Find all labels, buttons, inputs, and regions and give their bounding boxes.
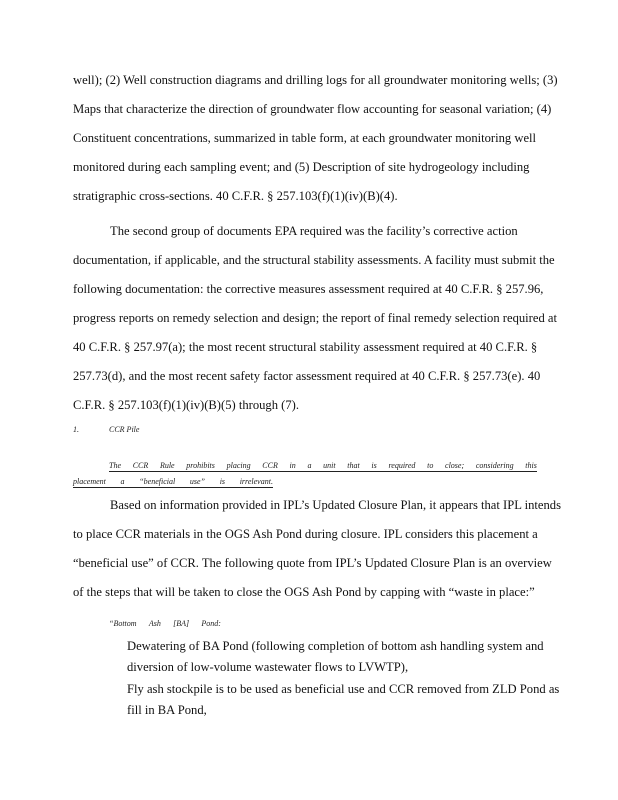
- word: placement: [73, 477, 106, 486]
- word: that: [347, 461, 360, 470]
- text-line: Based on information provided in IPL’s Updated Closure Plan, it appears that IPL intends: [110, 498, 561, 512]
- text-line: following documentation: the corrective measures assessment required at 40 C.F.R. § 257.96,: [73, 282, 544, 296]
- word: Ash: [148, 619, 161, 628]
- text-line: Maps that characterize the direction of groundwater flow accounting for seasonal variation; (4): [73, 102, 552, 116]
- word: this: [525, 461, 537, 470]
- word: to: [427, 461, 434, 470]
- section-title: CCR Pile: [109, 425, 140, 434]
- word: is: [219, 477, 226, 486]
- word: Rule: [159, 461, 175, 470]
- word: use”: [189, 477, 206, 486]
- bullet-item-line: diversion of low-volume wastewater flows to LVWTP),: [127, 660, 409, 674]
- word: considering: [475, 461, 514, 470]
- text-line: progress reports on remedy selection and design; the report of final remedy selection required at: [73, 311, 557, 325]
- bullet-item-line: fill in BA Pond,: [127, 703, 207, 717]
- text-line: to place CCR materials in the OGS Ash Pond during closure. IPL considers this placement a: [73, 527, 538, 541]
- word: unit: [323, 461, 336, 470]
- quote-heading: [109, 619, 221, 629]
- word: a: [307, 461, 312, 470]
- word: close;: [445, 461, 465, 470]
- text-line: 40 C.F.R. § 257.97(a); the most recent structural stability assessment required at 40 C.F.R. §: [73, 340, 538, 354]
- text-line: documentation, if applicable, and the structural stability assessments. A facility must submit the: [73, 253, 555, 267]
- text-line: C.F.R. § 257.103(f)(1)(iv)(B)(5) through (7).: [73, 398, 299, 412]
- section-number: 1.: [73, 425, 79, 434]
- word: required: [388, 461, 416, 470]
- text-line: “beneficial use” of CCR. The following quote from IPL’s Updated Closure Plan is an overview: [73, 556, 552, 570]
- word: CCR: [262, 461, 278, 470]
- text-line: Constituent concentrations, summarized in table form, at each groundwater monitoring well: [73, 131, 537, 145]
- word: irrelevant.: [239, 477, 273, 486]
- word: “Bottom: [109, 619, 137, 628]
- word: prohibits: [186, 461, 215, 470]
- word: “beneficial: [139, 477, 176, 486]
- word: placing: [226, 461, 251, 470]
- text-line: of the steps that will be taken to close the OGS Ash Pond by capping with “waste in place:”: [73, 585, 535, 599]
- subheading-line-1: [109, 461, 537, 472]
- text-line: The second group of documents EPA required was the facility’s corrective action: [110, 224, 518, 238]
- text-line: stratigraphic cross-sections. 40 C.F.R. § 257.103(f)(1)(iv)(B)(4).: [73, 189, 398, 203]
- word: CCR: [132, 461, 149, 470]
- text-line: well); (2) Well construction diagrams and drilling logs for all groundwater monitoring wells; (3): [73, 73, 558, 87]
- bullet-item-line: Fly ash stockpile is to be used as beneficial use and CCR removed from ZLD Pond as: [127, 682, 560, 696]
- word: The: [109, 461, 121, 470]
- word: a: [120, 477, 125, 486]
- bullet-item-line: Dewatering of BA Pond (following completion of bottom ash handling system and: [127, 639, 544, 653]
- subheading-line-2: [73, 477, 273, 488]
- word: [BA]: [173, 619, 190, 628]
- word: in: [289, 461, 296, 470]
- text-line: monitored during each sampling event; and (5) Description of site hydrogeology including: [73, 160, 530, 174]
- word: Pond:: [201, 619, 221, 628]
- word: is: [371, 461, 377, 470]
- text-line: 257.73(d), and the most recent safety factor assessment required at 40 C.F.R. § 257.73(e). 40: [73, 369, 541, 383]
